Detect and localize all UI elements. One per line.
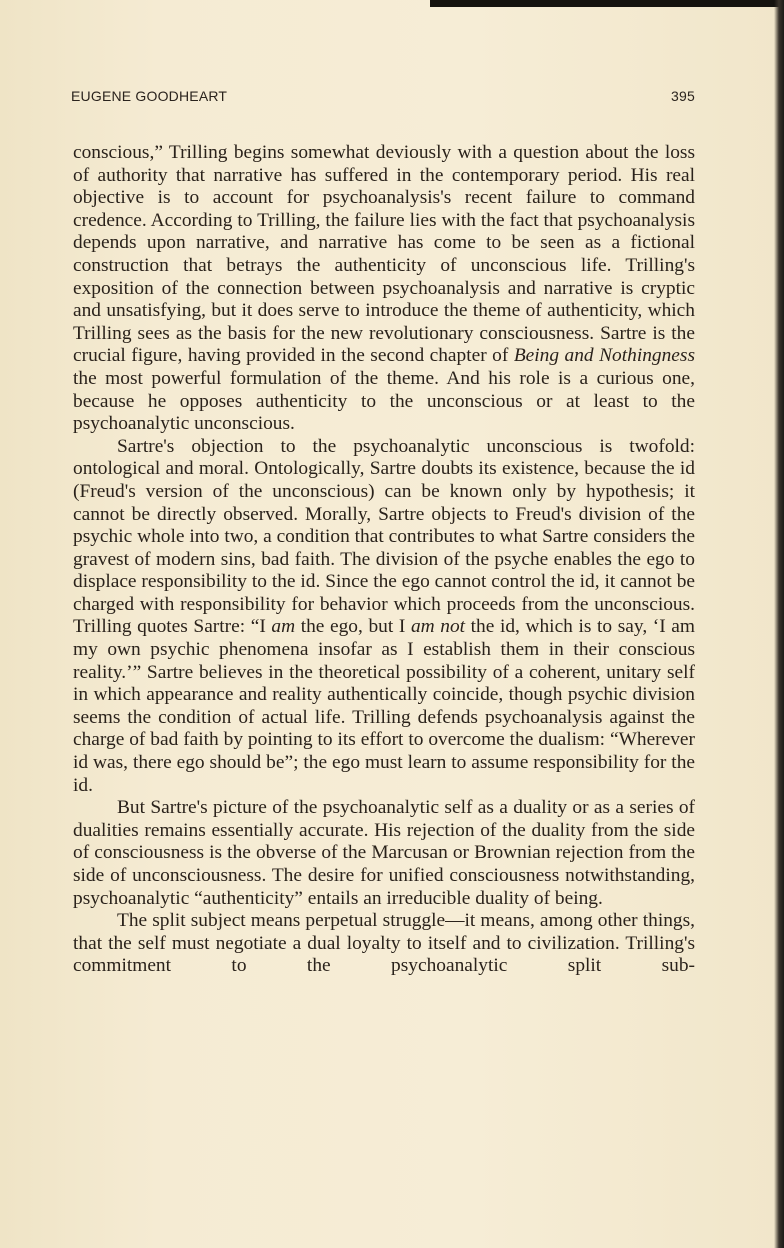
text-run: The split subject means perpetual struggle—it means, among other things, that the self must negotiate a dual loyalty to itself and to civilization. Trilling's commitment to the psychoanalytic split sub- bbox=[73, 910, 695, 977]
running-head-author: EUGENE GOODHEART bbox=[71, 88, 228, 104]
scan-right-shadow bbox=[774, 0, 784, 1248]
emphasis: am not bbox=[410, 616, 466, 638]
paragraph bbox=[73, 910, 695, 978]
text-run: the ego, but I bbox=[295, 616, 411, 638]
paragraph bbox=[73, 142, 695, 436]
text-run: But Sartre's picture of the psychoanalytic self as a duality or as a series of dualities remains essentially accurate. His rejection of the duality from the side of consciousness is the obverse of the Marcusan or Brownian rejection from the side of unconsciousness. The desire for unified consciousness notwithstanding, psychoanalytic “authenticity” entails an irreducible duality of being. bbox=[73, 797, 695, 909]
page-number: 395 bbox=[671, 88, 695, 104]
text-run: Sartre's objection to the psychoanalytic unconscious is twofold: ontological and moral. Ontologically, Sartre doubts its existence, because the id (Freud's version of the unconscious) can be known only by hypothesis; it cannot be directly observed. Morally, Sartre objects to Freud's division of the psychic whole into two, a condition that contributes to what Sartre considers the gravest of modern sins, bad faith. The division of the psyche enables the ego to displace responsibility to the id. Since the ego cannot control the id, it cannot be charged with responsibility for behavior which proceeds from the unconscious. Trilling quotes Sartre: “I bbox=[73, 435, 695, 638]
body-text bbox=[73, 142, 695, 978]
text-run: the id, which is to say, ‘I am my own psychic phenomena insofar as I establish them in their conscious reality.’” Sartre believes in the theoretical possibility of a coherent, unitary self in which appearance and reality authentically coincide, though psychic division seems the condition of actual life. Trilling defends psychoanalysis against the charge of bad faith by pointing to its effort to overcome the dualism: “Wherever id was, there ego should be”; the ego must learn to assume responsibility for the id. bbox=[73, 616, 695, 796]
text-run: the most powerful formulation of the theme. And his role is a curious one, because he opposes authenticity to the unconscious or at least to the psychoanalytic unconscious. bbox=[73, 367, 695, 435]
scan-top-shadow bbox=[430, 0, 784, 7]
emphasis: am bbox=[271, 616, 296, 638]
paragraph bbox=[73, 436, 695, 798]
book-title: Being and Nothingness bbox=[513, 345, 695, 367]
paragraph bbox=[73, 797, 695, 910]
text-run: conscious,” Trilling begins somewhat deviously with a question about the loss of authority that narrative has suffered in the contemporary period. His real objective is to account for psychoanalysis's recent failure to command credence. According to Trilling, the failure lies with the fact that psychoanalysis depends upon narrative, and narrative has come to be seen as a fictional construction that betrays the authenticity of unconscious life. Trilling's exposition of the connection between psychoanalysis and narrative is cryptic and unsatisfying, but it does serve to introduce the theme of authenticity, which Trilling sees as the basis for the new revolutionary consciousness. Sartre is the crucial figure, having provided in the second chapter of bbox=[73, 142, 695, 367]
